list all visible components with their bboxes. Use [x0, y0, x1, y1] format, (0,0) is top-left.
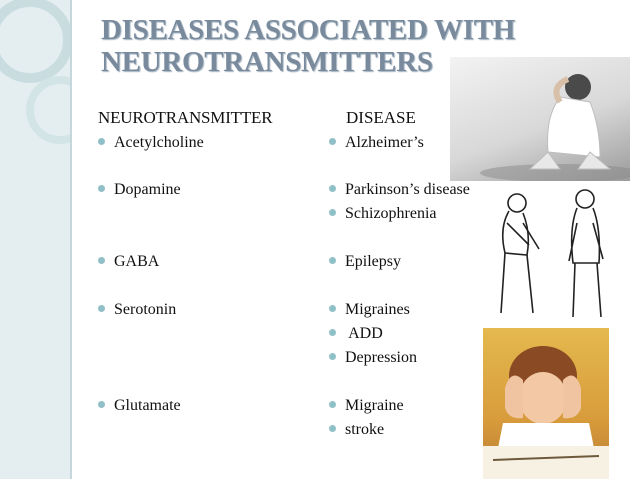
- disease-item: Migraines: [329, 301, 410, 319]
- disease-item: ADD: [329, 325, 383, 343]
- bullet-icon: [329, 401, 336, 408]
- bullet-icon: [329, 329, 336, 336]
- stressed-boy-image: [483, 328, 609, 479]
- neurotransmitter-item: Acetylcholine: [98, 134, 204, 152]
- bullet-icon: [98, 305, 105, 312]
- bullet-icon: [329, 257, 336, 264]
- bullet-icon: [329, 425, 336, 432]
- sad-person-image: [450, 57, 630, 181]
- neurotransmitter-item: Serotonin: [98, 301, 176, 319]
- bullet-icon: [329, 353, 336, 360]
- disease-item: stroke: [329, 421, 384, 439]
- disease-item: Schizophrenia: [329, 205, 437, 223]
- column-header-disease: DISEASE: [346, 108, 416, 127]
- neurotransmitter-item: Glutamate: [98, 397, 181, 415]
- bullet-icon: [98, 185, 105, 192]
- slide-title: DISEASES ASSOCIATED WITH NEUROTRANSMITTERS: [101, 14, 516, 78]
- side-decor-band: [0, 0, 70, 479]
- disease-item: Depression: [329, 349, 417, 367]
- neurotransmitter-item: GABA: [98, 253, 159, 271]
- circle-decor-icon: [0, 0, 70, 479]
- bullet-icon: [98, 138, 105, 145]
- neurotransmitter-item: Dopamine: [98, 181, 181, 199]
- bullet-icon: [98, 257, 105, 264]
- bullet-icon: [329, 185, 336, 192]
- bullet-icon: [329, 138, 336, 145]
- column-header-neurotransmitter: NEUROTRANSMITTER: [98, 108, 273, 127]
- disease-item: Epilepsy: [329, 253, 401, 271]
- disease-item: Parkinson’s disease: [329, 181, 470, 199]
- disease-item: Alzheimer’s: [329, 134, 424, 152]
- bullet-icon: [329, 209, 336, 216]
- disease-item: Migraine: [329, 397, 404, 415]
- bullet-icon: [329, 305, 336, 312]
- stooped-men-image: [487, 183, 622, 323]
- bullet-icon: [98, 401, 105, 408]
